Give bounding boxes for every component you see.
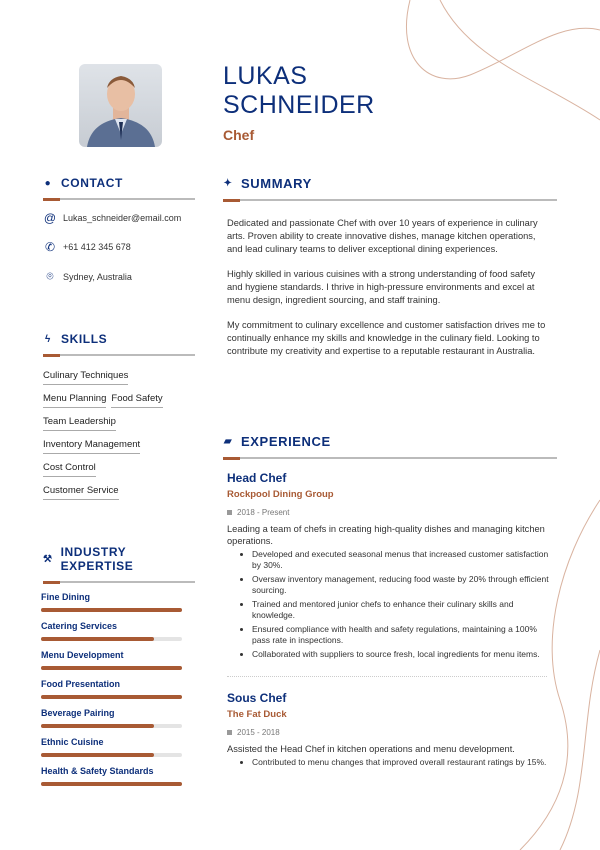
skill-tag: Team Leadership bbox=[43, 416, 116, 431]
expertise-item bbox=[41, 592, 195, 612]
contact-section bbox=[43, 176, 195, 284]
bolt-icon: ϟ bbox=[45, 333, 51, 345]
section-divider bbox=[223, 199, 557, 201]
wrench-icon: ⚒ bbox=[43, 553, 53, 565]
expertise-bar bbox=[41, 724, 182, 728]
skill-tag: Menu Planning bbox=[43, 393, 106, 408]
candidate-name bbox=[223, 62, 375, 120]
achievement-item: • Trained and mentored junior chefs to enhance their culinary skills and knowledge. bbox=[252, 599, 552, 620]
briefcase-icon: ▰ bbox=[223, 436, 233, 447]
skill-tag: Customer Service bbox=[43, 485, 119, 500]
phone-icon: ✆ bbox=[44, 240, 56, 254]
experience-heading: EXPERIENCE bbox=[241, 434, 331, 449]
sparkle-icon: ✦ bbox=[223, 178, 233, 189]
expertise-bar bbox=[41, 753, 182, 757]
section-divider bbox=[43, 354, 195, 356]
skill-tag: Cost Control bbox=[43, 462, 96, 477]
contact-heading: CONTACT bbox=[61, 176, 123, 190]
job-title: Head Chef bbox=[227, 471, 287, 485]
expertise-label: Ethnic Cuisine bbox=[41, 737, 104, 747]
achievement-item: • Developed and executed seasonal menus that increased customer satisfaction by 30%. bbox=[252, 549, 552, 570]
expertise-label: Fine Dining bbox=[41, 592, 90, 602]
skill-tag: Inventory Management bbox=[43, 439, 140, 454]
job-description: Leading a team of chefs in creating high-quality dishes and managing kitchen operations. bbox=[227, 524, 545, 546]
profile-photo bbox=[79, 64, 162, 147]
achievement-item: • Oversaw inventory management, reducing food waste by 20% through efficient sourcing. bbox=[252, 574, 552, 595]
expertise-label: Health & Safety Standards bbox=[41, 766, 154, 776]
section-divider bbox=[223, 457, 557, 459]
company-name: The Fat Duck bbox=[227, 708, 287, 720]
skills-section bbox=[43, 332, 195, 508]
expertise-item bbox=[41, 679, 195, 699]
expertise-item bbox=[41, 650, 195, 670]
expertise-bar-fill bbox=[41, 753, 154, 757]
skill-tag: Food Safety bbox=[111, 393, 162, 408]
skill-tag: Culinary Techniques bbox=[43, 370, 128, 385]
industry-expertise-section bbox=[43, 545, 195, 786]
expertise-item bbox=[41, 737, 195, 757]
achievement-item: • Ensured compliance with health and safety regulations, maintaining a 100% pass rate in inspections. bbox=[252, 624, 552, 645]
expertise-bar bbox=[41, 782, 182, 786]
job-dates bbox=[227, 508, 557, 517]
expertise-label: Catering Services bbox=[41, 621, 118, 631]
expertise-bar bbox=[41, 637, 182, 641]
location-pin-icon: ⌾ bbox=[46, 269, 54, 283]
job-title: Chef bbox=[223, 127, 255, 143]
section-divider bbox=[43, 581, 195, 583]
job-description: Assisted the Head Chef in kitchen operations and menu development. bbox=[227, 743, 515, 754]
expertise-bar-fill bbox=[41, 724, 154, 728]
expertise-bar bbox=[41, 695, 182, 699]
expertise-label: Beverage Pairing bbox=[41, 708, 115, 718]
expertise-bar bbox=[41, 666, 182, 670]
first-name: LUKAS bbox=[223, 62, 308, 90]
expertise-bar-fill bbox=[41, 782, 182, 786]
section-divider bbox=[43, 198, 195, 200]
expertise-bar-fill bbox=[41, 666, 182, 670]
email[interactable]: Lukas_schneider@email.com bbox=[63, 213, 182, 223]
experience-section bbox=[223, 434, 557, 771]
summary-paragraph: Highly skilled in various cuisines with a strong understanding of food safety and hygiene standards. I thrive in high-pressure environments and excel at menu design, ingredient sourcing, and staff training. bbox=[227, 269, 535, 305]
expertise-item bbox=[41, 621, 195, 641]
expertise-heading: INDUSTRY EXPERTISE bbox=[60, 545, 134, 573]
date-range: 2018 - Present bbox=[237, 508, 290, 517]
summary-paragraph: My commitment to culinary excellence and customer satisfaction drives me to continually enhance my skills and knowledge in the culinary field. Looking to contribute my creativity and expertise to a reputable restaurant in Australia. bbox=[227, 320, 546, 356]
date-range: 2015 - 2018 bbox=[237, 727, 280, 737]
job-entry bbox=[227, 471, 557, 660]
summary-paragraph: Dedicated and passionate Chef with over 10 years of experience in culinary arts. Proven ability to create innovative dishes, manage kitchen operations, and lead culinary teams to deliver exceptional dining experiences. bbox=[227, 218, 538, 254]
job-title: Sous Chef bbox=[227, 690, 287, 705]
achievement-list bbox=[252, 757, 552, 768]
at-icon: @ bbox=[43, 211, 57, 225]
achievement-list bbox=[252, 549, 552, 660]
skills-heading: SKILLS bbox=[61, 332, 108, 346]
expertise-bar-fill bbox=[41, 608, 182, 612]
achievement-item: • Collaborated with suppliers to source fresh, local ingredients for menu items. bbox=[252, 649, 552, 660]
last-name: SCHNEIDER bbox=[223, 91, 375, 119]
job-divider bbox=[227, 676, 547, 677]
summary-section bbox=[223, 176, 557, 358]
phone: +61 412 345 678 bbox=[63, 242, 131, 252]
calendar-icon bbox=[227, 730, 232, 735]
job-entry bbox=[227, 676, 557, 768]
location: Sydney, Australia bbox=[63, 271, 132, 282]
expertise-label: Menu Development bbox=[41, 650, 124, 660]
job-dates bbox=[227, 728, 557, 737]
person-icon: ● bbox=[44, 177, 52, 189]
expertise-bar-fill bbox=[41, 637, 154, 641]
expertise-bar-fill bbox=[41, 695, 182, 699]
company-name: Rockpool Dining Group bbox=[227, 489, 334, 500]
expertise-label: Food Presentation bbox=[41, 679, 121, 689]
expertise-bar bbox=[41, 608, 182, 612]
achievement-item: • Contributed to menu changes that improved overall restaurant ratings by 15%. bbox=[252, 757, 552, 768]
expertise-item bbox=[41, 766, 195, 786]
summary-heading: SUMMARY bbox=[241, 176, 312, 191]
calendar-icon bbox=[227, 510, 232, 515]
expertise-item bbox=[41, 708, 195, 728]
